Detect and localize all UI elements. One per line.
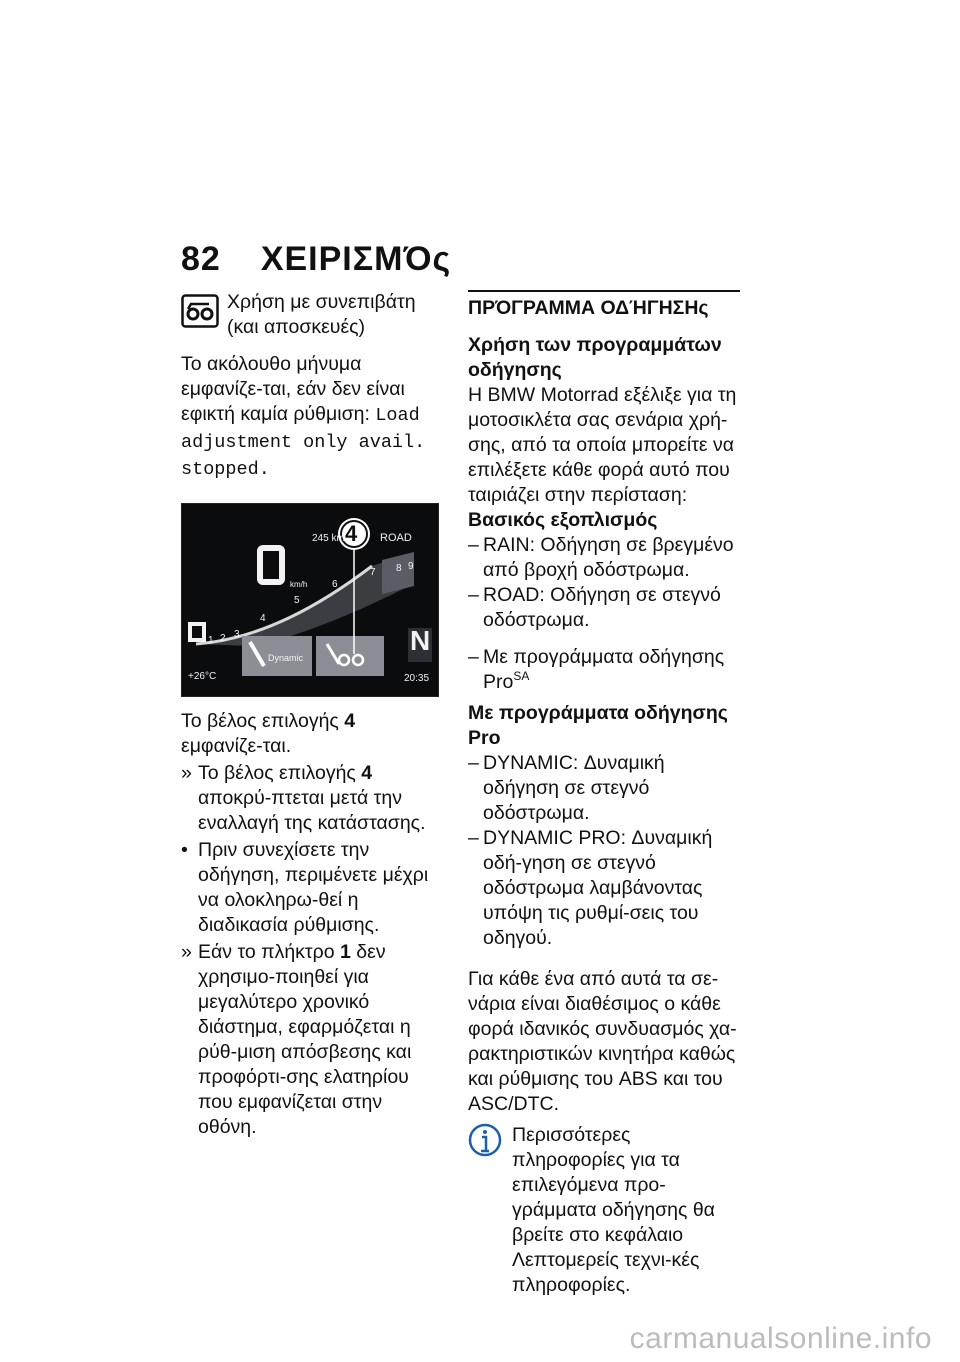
speed-unit: km/h bbox=[290, 580, 308, 589]
page-header bbox=[181, 240, 451, 279]
basic-modes-list bbox=[468, 533, 740, 695]
figure-caption: Το βέλος επιλογής 4 εμφανίζε-ται. bbox=[181, 710, 356, 757]
list-item: – DYNAMIC: Δυναμική οδήγηση σε στεγνό οδόστρωμα. bbox=[468, 752, 665, 824]
mode-label: ROAD bbox=[380, 532, 412, 544]
step-item: » Το βέλος επιλογής 4 αποκρύ-πτεται μετά την εναλλαγή της κατάστασης. bbox=[181, 762, 426, 834]
procedure-steps bbox=[181, 761, 441, 1140]
info-text: Περισσότερες πληροφορίες για τα επιλεγόμενα προ-γράμματα οδήγησης θα βρείτε στο κεφάλαιο Λεπτομερείς τεχνι-κές πληροφορίες. bbox=[512, 1124, 715, 1296]
intro-paragraph: Η BMW Motorrad εξέλιξε για τη μοτοσικλέτα σας σενάρια χρή-σης, από τα οποία μπορείτε να επιλέξετε κάθε φορά αυτό που ταιριάζει στην περίσταση: bbox=[468, 384, 737, 506]
step-item: • Πριν συνεχίσετε την οδήγηση, περιμένετε μέχρι να ολοκληρω-θεί η διαδικασία ρύθμισης. bbox=[181, 839, 429, 936]
list-item: – ROAD: Οδήγηση σε στεγνό οδόστρωμα. bbox=[468, 584, 721, 631]
clock: 20:35 bbox=[404, 673, 430, 684]
rpm-tick-5: 5 bbox=[294, 595, 300, 606]
list-item: – RAIN: Οδήγηση σε βρεγμένο από βροχή οδόστρωμα. bbox=[468, 534, 734, 581]
rpm-tick-3: 3 bbox=[234, 629, 240, 640]
message-intro: Το ακόλουθο μήνυμα εμφανίζε-ται, εάν δεν είναι εφικτή καμία ρύθμιση: Load adjustment only avail. stopped. bbox=[181, 353, 426, 480]
rpm-tick-8: 8 bbox=[396, 563, 402, 574]
list-item: – Με προγράμματα οδήγησης Pro$^{SA}$ bbox=[468, 646, 725, 693]
subheading-usage: Χρήση των προγραμμάτων οδήγησης bbox=[468, 334, 722, 381]
rpm-tick-9: 9 bbox=[408, 561, 414, 572]
watermark: carmanualsonline.info bbox=[629, 1322, 932, 1355]
subheading-pro: Με προγράμματα οδήγησης Pro bbox=[468, 702, 728, 749]
info-icon bbox=[468, 1123, 502, 1163]
callout-number: 4 bbox=[345, 521, 358, 546]
fuel-range: 245 km bbox=[312, 533, 345, 544]
instrument-cluster-figure bbox=[181, 503, 439, 697]
info-note bbox=[468, 1123, 740, 1298]
speed-digit bbox=[261, 544, 262, 569]
temperature: +26°C bbox=[188, 671, 217, 682]
pro-modes-list bbox=[468, 751, 740, 951]
subheading-basic: Βασικός εξοπλισμός bbox=[468, 509, 658, 531]
dynamic-mode-label: Dynamic bbox=[268, 653, 304, 663]
rpm-tick-2: 2 bbox=[220, 633, 226, 644]
gear-indicator: N bbox=[410, 625, 431, 656]
list-item: – DYNAMIC PRO: Δυναμική οδή-γηση σε στεγνό οδόστρωμα λαμβάνοντας υπόψη τις ρυθμί-σεις του οδηγού. bbox=[468, 827, 713, 949]
left-column bbox=[181, 290, 441, 1140]
rpm-tick-7: 7 bbox=[370, 567, 376, 578]
passenger-luggage-icon bbox=[181, 294, 219, 328]
chapter-title: ΧΕΙΡΙΣΜΌς bbox=[260, 240, 452, 278]
right-column bbox=[468, 290, 740, 1298]
rpm-tick-1: 1 bbox=[208, 635, 214, 646]
passenger-note-text: Χρήση με συνεπιβάτη (και αποσκευές) bbox=[227, 291, 416, 338]
rpm-tick-4: 4 bbox=[260, 613, 266, 624]
scenario-paragraph: Για κάθε ένα από αυτά τα σε-νάρια είναι διαθέσιμος ο κάθε φορά ιδανικός συνδυασμός χα-ρακτηριστικών κινητήρα καθώς και ρύθμισης του ABS και του ASC/DTC. bbox=[468, 968, 737, 1115]
step-item: » Εάν το πλήκτρο 1 δεν χρησιμο-ποιηθεί για μεγαλύτερο χρονικό διάστημα, εφαρμόζεται η ρύθ-μιση απόσβεσης και προφόρτι-σης ελατηρίου που εμφανίζεται στην οθόνη. bbox=[181, 941, 412, 1138]
passenger-note bbox=[181, 290, 441, 340]
rpm-tick-6: 6 bbox=[332, 579, 338, 590]
page-number: 82 bbox=[181, 240, 221, 278]
section-title: ΠΡΌΓΡΑΜΜΑ ΟΔΉΓΗΣΗς bbox=[468, 290, 740, 321]
display-message: Load adjustment only avail. stopped. bbox=[181, 405, 426, 480]
